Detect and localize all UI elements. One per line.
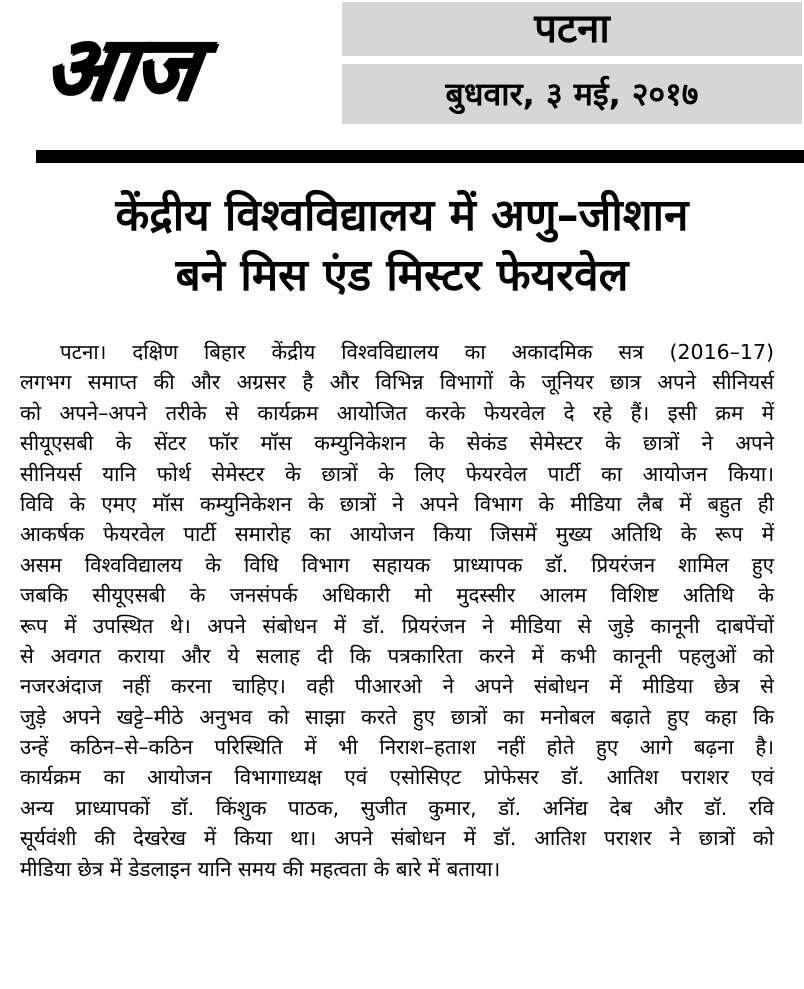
article-line: नजरअंदाज नहीं करना चाहिए। वही पीआरओ ने अपने संबोधन में मीडिया छेत्र से [20,674,774,699]
article-line: विवि के एमए मॉस कम्युनिकेशन के छात्रों ने अपने विभाग के मीडिया लैब में बहुत ही [20,491,774,516]
article-line: से अवगत कराया और ये सलाह दी कि पत्रकारिता करने में कभी कानूनी पहलुओं को [20,643,774,668]
article-line: सूर्यवंशी की देखरेख में किया था। अपने संबोधन में डॉ. आतिश पराशर ने छात्रों को [20,826,774,851]
article-body [20,337,774,884]
article-line: को अपने–अपने तरीके से कार्यक्रम आयोजित करके फेयरवेल दे रहे हैं। इसी क्रम में [20,400,774,425]
headline-line: केंद्रीय विश्वविद्यालय में अणु–जीशान [115,190,689,241]
article-line: मीडिया छेत्र में डेडलाइन यानि समय की महत्वता के बारे में बताया। [20,856,501,881]
article-line: लगभग समाप्त की और अग्रसर है और विभिन्न विभागों के जूनियर छात्र अपने सीनियर्स [20,370,774,395]
article-line: उन्हें कठिन–से–कठिन परिस्थिति में भी निराश–हताश नहीं होते हुए आगे बढ़ना है। [20,735,774,760]
masthead-divider [36,150,804,163]
edition-city: पटना [342,2,802,56]
article-line: पटना। दक्षिण बिहार केंद्रीय विश्वविद्यालय का अकादमिक सत्र (2016–17) [60,340,774,364]
article-line: रूप में उपस्थित थे। अपने संबोधन में डॉ. प्रियरंजन ने मीडिया से जुड़े कानूनी दाबपेंचों [20,613,774,638]
article-line: सीनियर्स यानि फोर्थ सेमेस्टर के छात्रों के लिए फेयरवेल पार्टी का आयोजन किया। [20,461,774,486]
newspaper-logo: आज [36,16,203,119]
edition-date: बुधवार, ३ मई, २०१७ [342,64,802,124]
article-line: आकर्षक फेयरवेल पार्टी समारोह का आयोजन किया जिसमें मुख्य अतिथि के रूप में [20,522,774,547]
article-line: जुड़े अपने खट्टे–मीठे अनुभव को साझा करते हुए छात्रों का मनोबल बढ़ाते हुए कहा कि [20,704,774,729]
article-line: सीयूएसबी के सेंटर फॉर मॉस कम्युनिकेशन के सेकंड सेमेस्टर के छात्रों ने अपने [20,431,774,456]
masthead [0,0,804,150]
article-line: जबकि सीयूएसबी के जनसंपर्क अधिकारी मो मुदस्सीर आलम विशिष्ट अतिथि के [20,583,774,608]
article-line: अन्य प्राध्यापकों डॉ. किंशुक पाठक, सुजीत कुमार, डॉ. अनिंद्य देब और डॉ. रवि [20,795,774,820]
article-line: कार्यक्रम का आयोजन विभागाध्यक्ष एवं एसोसिएट प्रोफेसर डॉ. आतिश पराशर एवं [20,765,774,790]
headline-line: बने मिस एंड मिस्टर फेयरवेल [175,250,629,301]
article-line: असम विश्वविद्यालय के विधि विभाग सहायक प्राध्यापक डॉ. प्रियरंजन शामिल हुए [20,552,774,577]
article-headline [10,186,794,306]
